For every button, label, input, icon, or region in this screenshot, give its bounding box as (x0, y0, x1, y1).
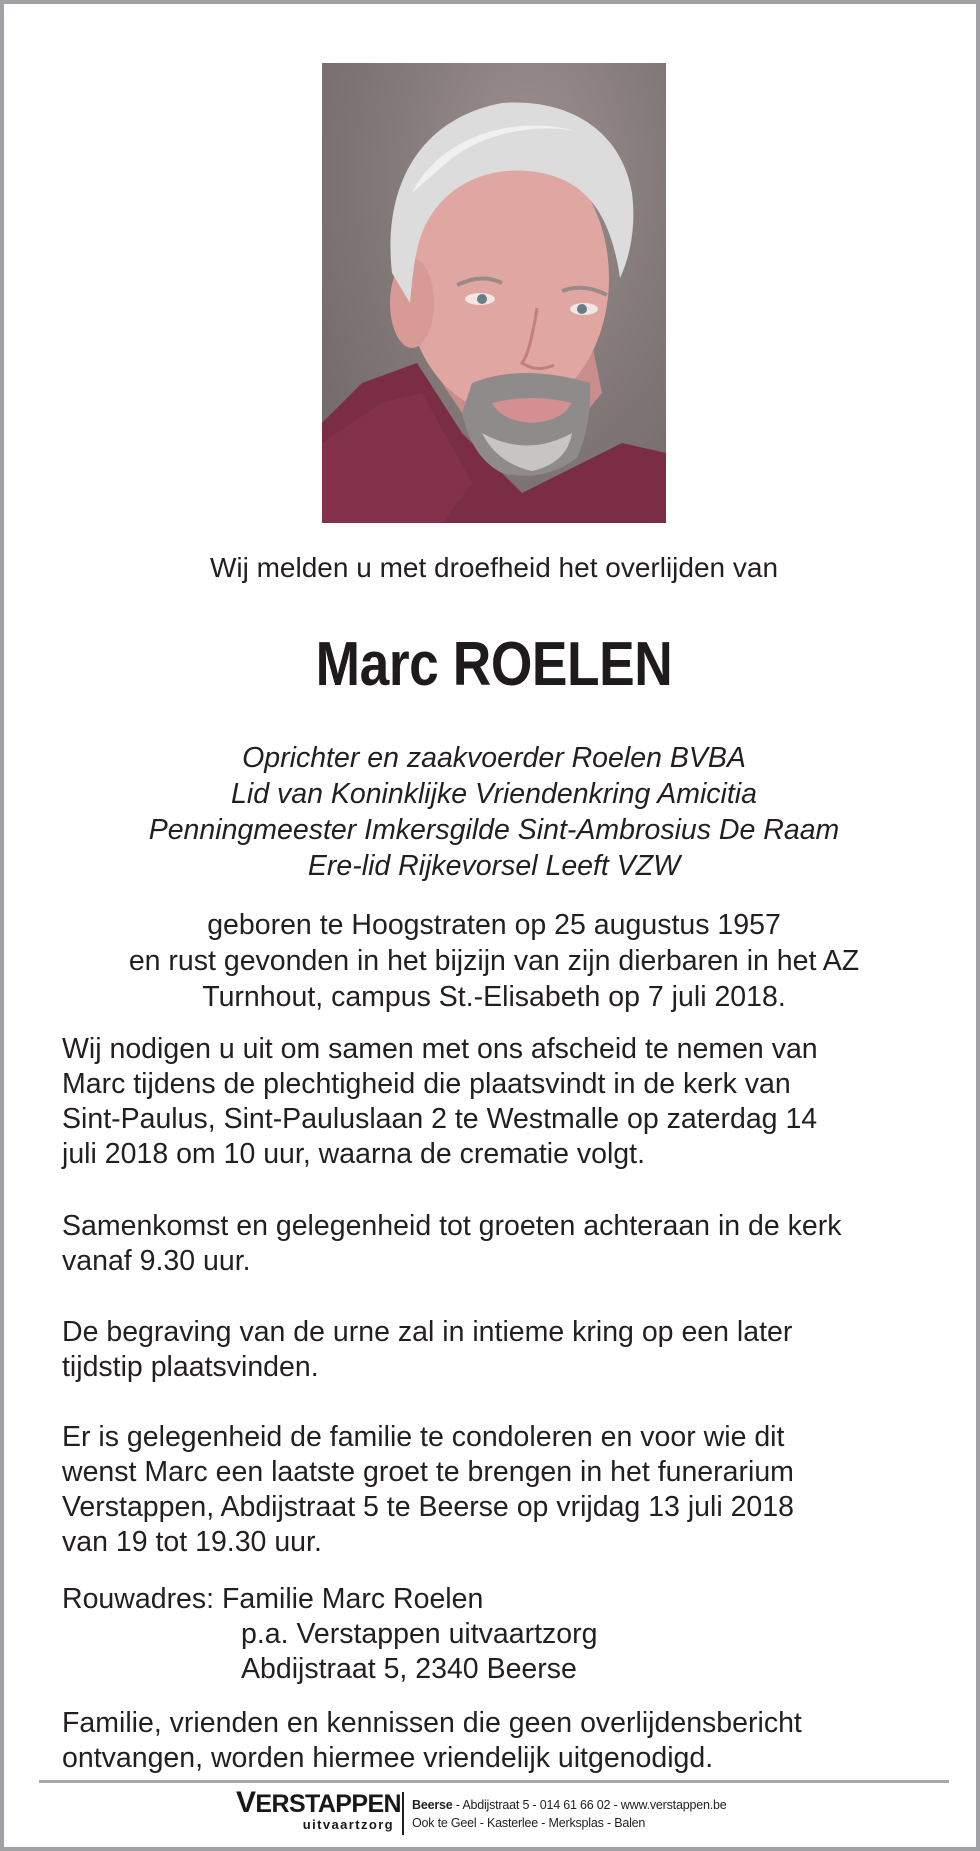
contact-city: Beerse (412, 1798, 453, 1812)
birth-line: Turnhout, campus St.-Elisabeth op 7 juli 2018. (202, 981, 786, 1013)
portrait-photo (322, 63, 666, 523)
address-line: Familie Marc Roelen (222, 1583, 484, 1615)
paragraph-line: De begraving van de urne zal in intieme kring op een later (62, 1316, 793, 1348)
address-line: p.a. Verstappen uitvaartzorg (241, 1618, 598, 1650)
paragraph-line: van 19 tot 19.30 uur. (62, 1526, 322, 1558)
paragraph-line: Wij nodigen u uit om samen met ons afscheid te nemen van (62, 1033, 818, 1065)
paragraph-line: Samenkomst en gelegenheid tot groeten achteraan in de kerk (62, 1210, 842, 1242)
paragraph-line: Verstappen, Abdijstraat 5 te Beerse op vrijdag 13 juli 2018 (62, 1491, 794, 1523)
branches-line: Ook te Geel - Kasterlee - Merksplas - Balen (412, 1816, 646, 1830)
birth-line: en rust gevonden in het bijzijn van zijn dierbaren in het AZ (128, 945, 860, 977)
gathering-paragraph (62, 1209, 942, 1279)
contact-line (412, 1796, 727, 1814)
birth-line: geboren te Hoogstraten op 25 augustus 1957 (207, 909, 781, 941)
deceased-name: Marc ROELEN (315, 630, 673, 699)
roles-list (4, 740, 980, 884)
paragraph-line: vanaf 9.30 uur. (62, 1245, 251, 1277)
logo-tagline: uitvaartzorg (302, 1817, 394, 1832)
condolence-paragraph (62, 1420, 942, 1560)
role-line: Ere-lid Rijkevorsel Leeft VZW (307, 850, 681, 882)
address-line: Abdijstraat 5, 2340 Beerse (241, 1653, 577, 1685)
ceremony-paragraph (62, 1032, 942, 1172)
paragraph-line: Er is gelegenheid de familie te condoleren en voor wie dit (62, 1421, 785, 1453)
role-line: Oprichter en zaakvoerder Roelen BVBA (242, 742, 746, 774)
paragraph-line: wenst Marc een laatste groet te brengen in het funerarium (62, 1456, 794, 1488)
logo-separator (402, 1792, 404, 1835)
mourning-address (62, 1582, 597, 1687)
contact-details: - Abdijstraat 5 - 014 61 66 02 - www.verstappen.be (452, 1798, 727, 1812)
footer-divider (39, 1780, 949, 1783)
funeral-home-contact (412, 1796, 727, 1832)
mourning-address-label: Rouwadres: (62, 1583, 215, 1615)
verstappen-logo (236, 1786, 401, 1833)
role-line: Lid van Koninklijke Vriendenkring Amicitia (231, 778, 757, 810)
role-line: Penningmeester Imkersgilde Sint-Ambrosius De Raam (148, 814, 840, 846)
closing-paragraph (62, 1706, 942, 1776)
birth-death-info (4, 907, 980, 1015)
paragraph-line: Familie, vrienden en kennissen die geen overlijdensbericht (62, 1707, 802, 1739)
paragraph-line: Marc tijdens de plechtigheid die plaatsvindt in de kerk van (62, 1068, 791, 1100)
intro-line: Wij melden u met droefheid het overlijden van (209, 552, 779, 583)
paragraph-line: tijdstip plaatsvinden. (62, 1351, 319, 1383)
burial-paragraph (62, 1315, 942, 1385)
paragraph-line: juli 2018 om 10 uur, waarna de crematie volgt. (62, 1138, 645, 1170)
paragraph-line: ontvangen, worden hiermee vriendelijk uitgenodigd. (62, 1742, 714, 1774)
logo-wordmark: VERSTAPPEN (236, 1786, 401, 1819)
paragraph-line: Sint-Paulus, Sint-Pauluslaan 2 te Westmalle op zaterdag 14 (62, 1103, 818, 1135)
portrait-illustration (322, 63, 666, 523)
